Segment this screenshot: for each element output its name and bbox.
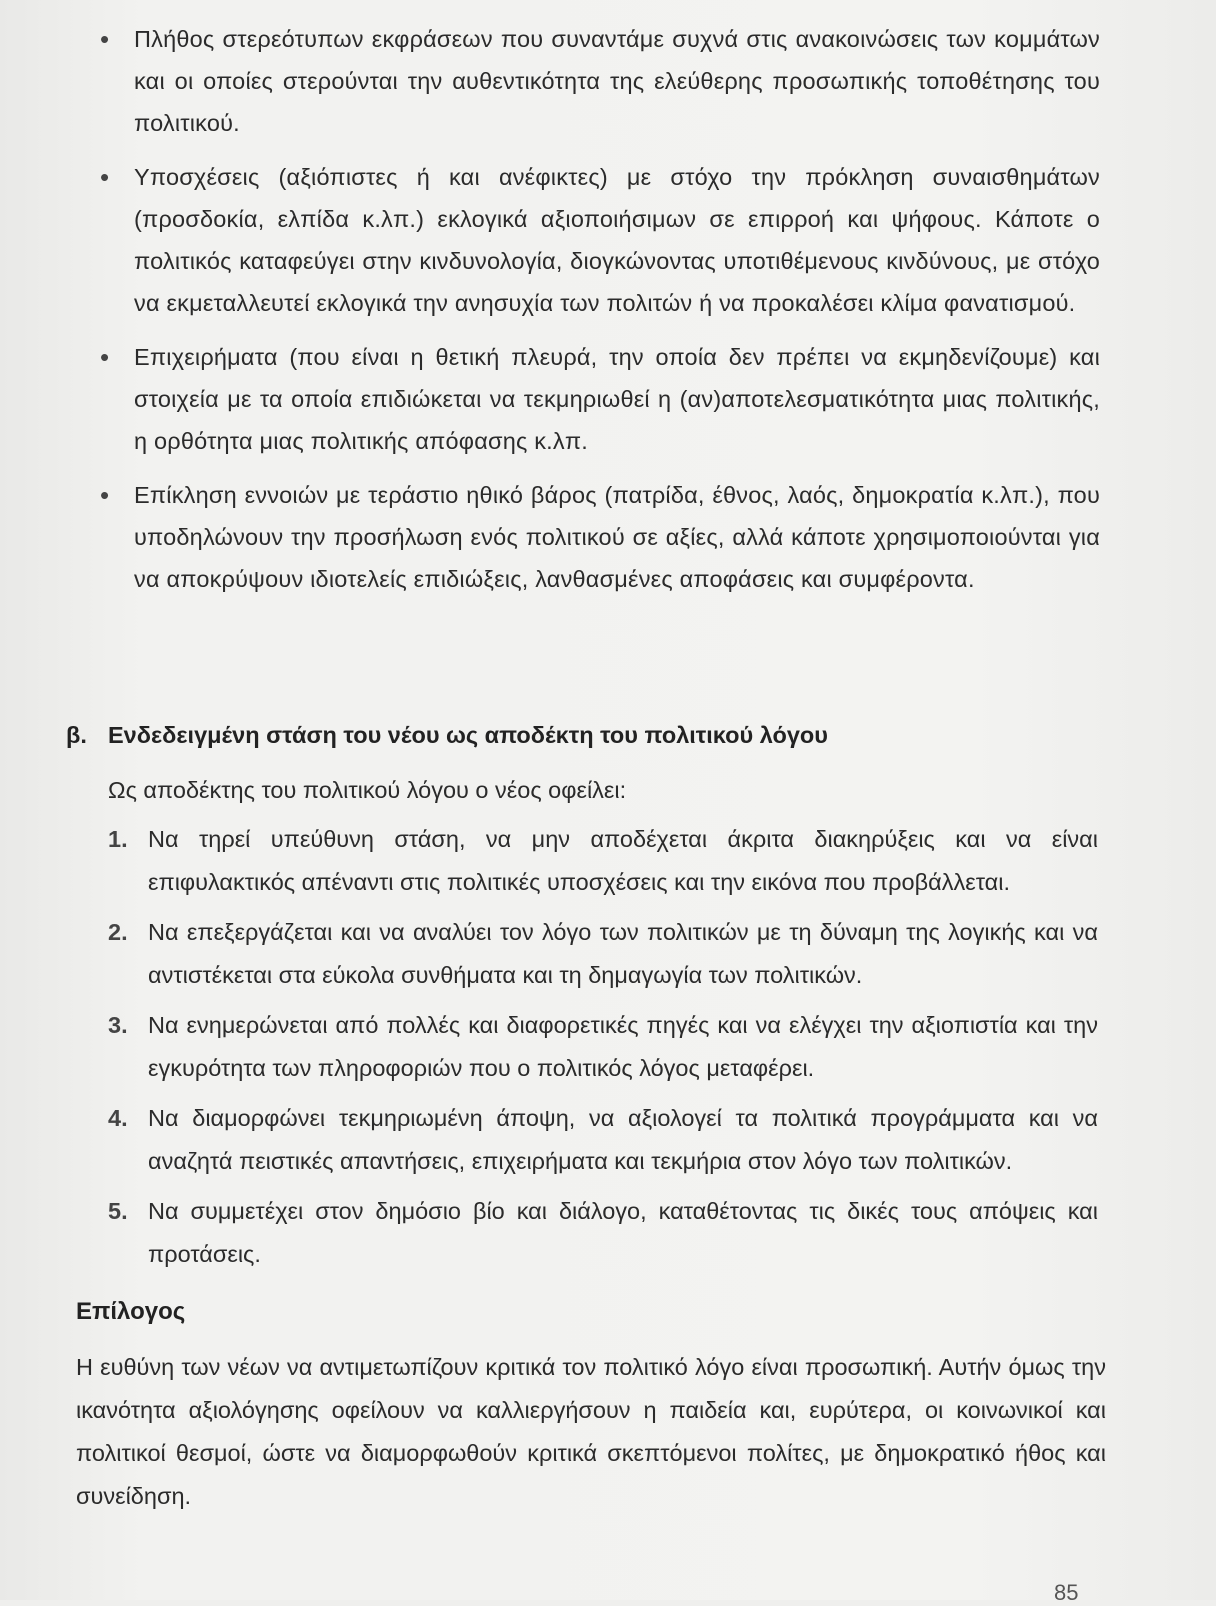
bullet-icon: •	[100, 24, 110, 54]
item-number: 3.	[108, 1012, 128, 1038]
bullet-icon: •	[100, 342, 110, 372]
item-text: Να συμμετέχει στον δημόσιο βίο και διάλογο, καταθέτοντας τις δικές τους απόψεις και προτάσεις.	[148, 1198, 1098, 1267]
section-intro: Ως αποδέκτης του πολιτικού λόγου ο νέος οφείλει:	[108, 777, 627, 803]
bullet-icon: •	[100, 480, 110, 510]
item-text: Να τηρεί υπεύθυνη στάση, να μην αποδέχεται άκριτα διακηρύξεις και να είναι επιφυλακτικός απέναντι στις πολιτικές υποσχέσεις και την εικόνα που προβάλλεται.	[148, 826, 1098, 895]
bullet-item	[100, 156, 1100, 324]
numbered-item	[108, 818, 1098, 904]
bullet-item	[100, 18, 1100, 144]
bullet-text: Επιχειρήματα (που είναι η θετική πλευρά, την οποία δεν πρέπει να εκμηδενίζουμε) και στοιχεία με τα οποία επιδιώκεται να τεκμηριωθεί η (αν)αποτελεσματικότητα μιας πολιτικής, η ορθότητα μιας πολιτικής απόφασης κ.λπ.	[134, 344, 1100, 454]
bullet-item	[100, 474, 1100, 600]
bullet-text: Επίκληση εννοιών με τεράστιο ηθικό βάρος (πατρίδα, έθνος, λαός, δημοκρατία κ.λπ.), που υποδηλώνουν την προσήλωση ενός πολιτικού σε αξίες, αλλά κάποτε χρησιμοποιούνται για να αποκρύψουν ιδιοτελείς επιδιώξεις, λανθασμένες αποφάσεις και συμφέροντα.	[134, 482, 1100, 592]
numbered-item	[108, 1004, 1098, 1090]
item-text: Να επεξεργάζεται και να αναλύει τον λόγο των πολιτικών με τη δύναμη της λογικής και να αντιστέκεται στα εύκολα συνθήματα και τη δημαγωγία των πολιτικών.	[148, 919, 1098, 988]
numbered-item	[108, 1190, 1098, 1276]
bullet-text: Πλήθος στερεότυπων εκφράσεων που συναντάμε συχνά στις ανακοινώσεις των κομμάτων και οι οποίες στερούνται την αυθεντικότητα της ελεύθερης προσωπικής τοποθέτησης του πολιτικού.	[134, 26, 1100, 136]
section-marker: β.	[66, 722, 87, 748]
numbered-item	[108, 911, 1098, 997]
epilogue-text: Η ευθύνη των νέων να αντιμετωπίζουν κριτικά τον πολιτικό λόγο είναι προσωπική. Αυτήν όμως την ικανότητα αξιολόγησης οφείλουν να καλλιεργήσουν η παιδεία και, ευρύτερα, οι κοινωνικοί και πολιτικοί θεσμοί, ώστε να διαμορφωθούν κριτικά σκεπτόμενοι πολίτες, με δημοκρατικό ήθος και συνείδηση.	[76, 1354, 1106, 1509]
bullet-text: Υποσχέσεις (αξιόπιστες ή και ανέφικτες) με στόχο την πρόκληση συναισθημάτων (προσδοκία, ελπίδα κ.λπ.) εκλογικά αξιοποιήσιμων σε επιρροή και ψήφους. Κάποτε ο πολιτικός καταφεύγει στην κινδυνολογία, διογκώνοντας υποτιθέμενους κινδύνους, με στόχο να εκμεταλλευτεί εκλογικά την ανησυχία των πολιτών ή να προκαλέσει κλίμα φανατισμού.	[134, 164, 1100, 316]
section-title: Ενδεδειγμένη στάση του νέου ως αποδέκτη του πολιτικού λόγου	[108, 722, 828, 748]
bullet-list	[100, 18, 1100, 612]
item-number: 4.	[108, 1105, 128, 1131]
epilogue-title: Επίλογος	[76, 1298, 186, 1325]
bullet-item	[100, 336, 1100, 462]
item-text: Να διαμορφώνει τεκμηριωμένη άποψη, να αξιολογεί τα πολιτικά προγράμματα και να αναζητά πειστικές απαντήσεις, επιχειρήματα και τεκμήρια στον λόγο των πολιτικών.	[148, 1105, 1098, 1174]
item-number: 2.	[108, 919, 128, 945]
page-number: 85	[1054, 1580, 1079, 1605]
item-number: 5.	[108, 1198, 128, 1224]
item-number: 1.	[108, 826, 128, 852]
bullet-icon: •	[100, 162, 110, 192]
section-heading	[66, 722, 828, 749]
numbered-item	[108, 1097, 1098, 1183]
item-text: Να ενημερώνεται από πολλές και διαφορετικές πηγές και να ελέγχει την αξιοπιστία και την εγκυρότητα των πληροφοριών που ο πολιτικός λόγος μεταφέρει.	[148, 1012, 1098, 1081]
numbered-list	[108, 818, 1098, 1283]
